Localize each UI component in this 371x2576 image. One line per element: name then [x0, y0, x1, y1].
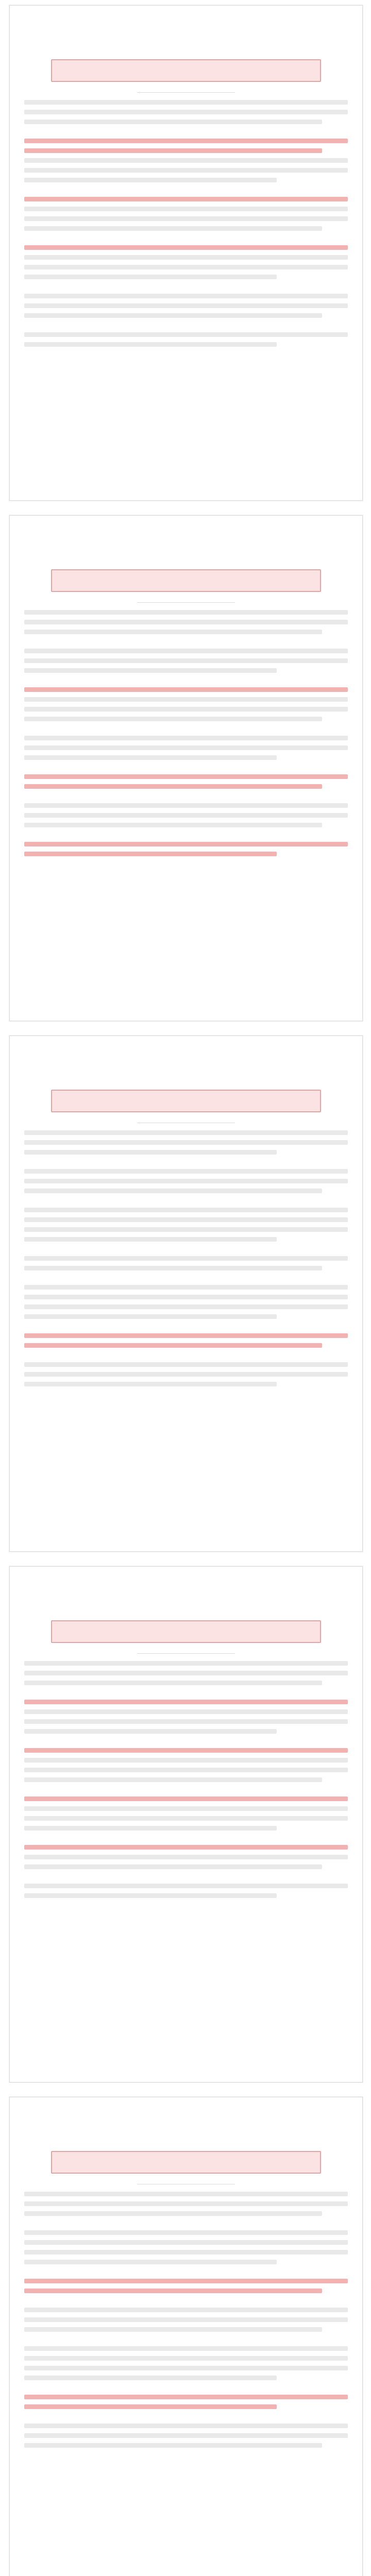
theme-banner — [51, 569, 321, 592]
text-line — [24, 1729, 277, 1734]
page-header — [10, 1567, 362, 1620]
text-line — [24, 1208, 348, 1212]
text-line — [24, 1150, 277, 1155]
text-line — [24, 120, 322, 124]
text-line — [24, 1285, 348, 1290]
text-line — [24, 1189, 322, 1193]
text-line — [24, 1372, 348, 1377]
article-body — [10, 2192, 362, 2448]
text-line — [24, 207, 348, 211]
text-line — [24, 1709, 348, 1714]
highlight-line — [24, 1700, 348, 1704]
essay-section-5 — [9, 2097, 363, 2576]
text-line — [24, 610, 348, 615]
title-divider — [137, 602, 235, 603]
article-body — [10, 100, 362, 347]
text-line — [24, 303, 348, 308]
highlight-line — [24, 245, 348, 250]
text-line — [24, 1777, 322, 1782]
text-line — [24, 1304, 348, 1309]
text-line — [24, 1661, 348, 1666]
highlight-line — [24, 1343, 322, 1348]
text-line — [24, 803, 348, 808]
text-line — [24, 755, 277, 760]
essay-section-3 — [9, 1036, 363, 1552]
text-line — [24, 2424, 348, 2428]
text-line — [24, 2433, 348, 2438]
title-divider — [137, 1653, 235, 1654]
text-line — [24, 255, 348, 260]
essay-section-1 — [9, 5, 363, 501]
text-line — [24, 1884, 348, 1888]
text-line — [24, 2308, 348, 2312]
text-line — [24, 1256, 348, 1261]
highlight-line — [24, 852, 277, 856]
text-line — [24, 1671, 348, 1675]
text-line — [24, 2230, 348, 2235]
text-line — [24, 168, 348, 173]
text-line — [24, 668, 277, 673]
text-line — [24, 2201, 348, 2206]
highlight-line — [24, 1748, 348, 1753]
text-line — [24, 313, 322, 318]
text-line — [24, 1217, 348, 1222]
text-line — [24, 178, 277, 182]
essay-section-2 — [9, 515, 363, 1021]
theme-banner — [51, 1620, 321, 1643]
theme-banner — [51, 59, 321, 82]
text-line — [24, 717, 322, 721]
text-line — [24, 813, 348, 818]
text-line — [24, 1681, 322, 1685]
highlight-line — [24, 2279, 348, 2283]
text-line — [24, 1314, 277, 1319]
highlight-line — [24, 774, 348, 779]
text-line — [24, 2366, 348, 2370]
text-line — [24, 1237, 277, 1242]
text-line — [24, 342, 277, 347]
text-line — [24, 2260, 277, 2264]
text-line — [24, 110, 348, 114]
page-header — [10, 1036, 362, 1090]
page-header — [10, 2097, 362, 2151]
highlight-line — [24, 842, 348, 846]
article-body — [10, 610, 362, 856]
text-line — [24, 707, 348, 711]
highlight-line — [24, 1845, 348, 1850]
text-line — [24, 2346, 348, 2351]
text-line — [24, 1826, 277, 1831]
text-line — [24, 1130, 348, 1135]
text-line — [24, 2317, 348, 2322]
text-line — [24, 649, 348, 653]
text-line — [24, 1382, 277, 1386]
highlight-line — [24, 784, 322, 789]
text-line — [24, 2240, 348, 2245]
title-divider — [137, 92, 235, 93]
text-line — [24, 226, 322, 231]
text-line — [24, 1758, 348, 1762]
text-line — [24, 158, 348, 163]
text-line — [24, 1227, 348, 1232]
text-line — [24, 2327, 322, 2332]
text-line — [24, 1295, 348, 1299]
page-header — [10, 6, 362, 59]
highlight-line — [24, 148, 322, 153]
text-line — [24, 697, 348, 702]
text-line — [24, 1865, 322, 1869]
text-line — [24, 620, 348, 624]
highlight-line — [24, 1333, 348, 1338]
text-line — [24, 1806, 348, 1811]
article-body — [10, 1130, 362, 1386]
text-line — [24, 736, 348, 740]
article-body — [10, 1661, 362, 1898]
text-line — [24, 1140, 348, 1145]
text-line — [24, 658, 348, 663]
text-line — [24, 2443, 322, 2448]
text-line — [24, 216, 348, 221]
highlight-line — [24, 2289, 322, 2293]
text-line — [24, 1893, 277, 1898]
text-line — [24, 2192, 348, 2196]
theme-banner — [51, 1090, 321, 1112]
highlight-line — [24, 139, 348, 143]
text-line — [24, 332, 348, 337]
highlight-line — [24, 1797, 348, 1801]
text-line — [24, 275, 277, 279]
text-line — [24, 1179, 348, 1183]
text-line — [24, 1719, 348, 1724]
text-line — [24, 2376, 277, 2380]
text-line — [24, 630, 322, 634]
highlight-line — [24, 197, 348, 201]
highlight-line — [24, 2404, 277, 2409]
text-line — [24, 2250, 348, 2255]
page-header — [10, 516, 362, 569]
text-line — [24, 745, 348, 750]
highlight-line — [24, 687, 348, 692]
theme-banner — [51, 2151, 321, 2174]
text-line — [24, 823, 322, 827]
highlight-line — [24, 2395, 348, 2399]
text-line — [24, 2211, 322, 2216]
text-line — [24, 100, 348, 105]
text-line — [24, 1768, 348, 1772]
text-line — [24, 1266, 322, 1270]
text-line — [24, 1362, 348, 1367]
essay-section-4 — [9, 1566, 363, 2082]
text-line — [24, 1816, 348, 1821]
text-line — [24, 1855, 348, 1859]
text-line — [24, 2356, 348, 2361]
text-line — [24, 265, 348, 269]
text-line — [24, 1169, 348, 1174]
text-line — [24, 294, 348, 298]
